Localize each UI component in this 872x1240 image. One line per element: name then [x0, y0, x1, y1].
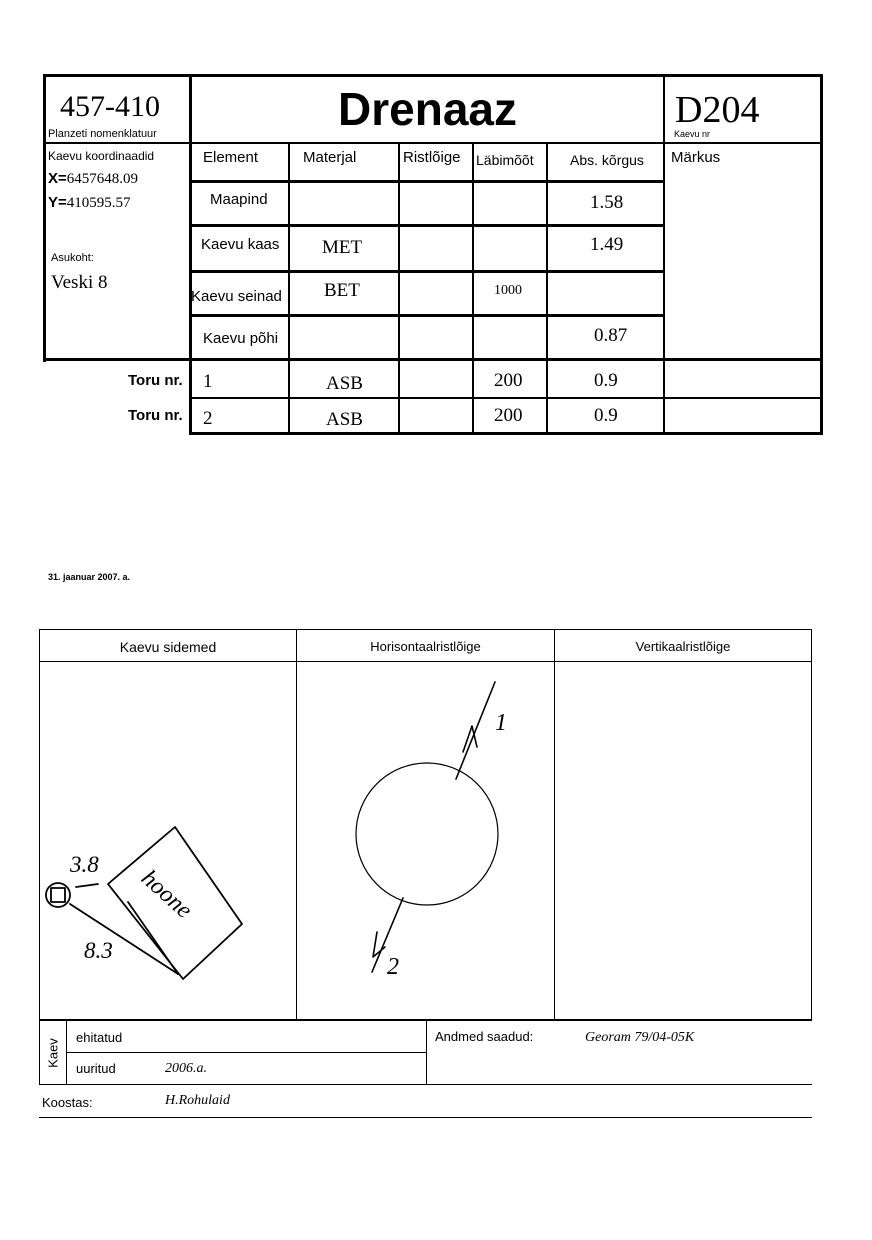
pipe-2-labimoot: 200	[494, 405, 523, 426]
row-seinad-materjal: BET	[324, 280, 360, 301]
kaevu-nr-label: Kaevu nr	[674, 129, 711, 139]
planzet-label: Planzeti nomenklatuur	[48, 128, 157, 140]
coords-label: Kaevu koordinaadid	[48, 149, 155, 163]
pipe-1-nr: 1	[203, 371, 213, 392]
row-maapind-element: Maapind	[210, 191, 268, 208]
pipe-2-materjal: ASB	[326, 409, 363, 430]
tie-line-top	[76, 884, 98, 887]
uuritud-label: uuritud	[76, 1061, 116, 1076]
planzet-number: 457-410	[60, 90, 160, 123]
header-labimoot: Läbimõõt	[476, 152, 534, 168]
sidemed-sketch	[40, 662, 296, 1019]
y-value: 410595.57	[66, 195, 131, 211]
building-label: hoone	[135, 865, 197, 924]
pipe-1-labimoot: 200	[494, 370, 523, 391]
koostas-label: Koostas:	[42, 1095, 93, 1110]
x-label: X=	[48, 170, 67, 187]
pipe-2-nr: 2	[203, 408, 213, 429]
header-materjal: Materjal	[303, 149, 357, 166]
x-coordinate	[48, 170, 138, 188]
well-symbol	[46, 883, 70, 907]
row-pohi-element: Kaevu põhi	[203, 330, 279, 347]
andmed-label: Andmed saadud:	[435, 1029, 534, 1044]
pipe-1-line	[456, 682, 495, 779]
pipe-2-label: Toru nr.	[128, 407, 183, 424]
pipe-1-materjal: ASB	[326, 373, 363, 394]
y-coordinate	[48, 194, 131, 212]
row-seinad-element: Kaevu seinad	[191, 288, 282, 305]
pipe-1-korgus: 0.9	[594, 370, 618, 391]
kaevu-nr: D204	[675, 89, 760, 131]
header-markus: Märkus	[671, 149, 721, 166]
row-kaas-element: Kaevu kaas	[201, 236, 280, 253]
asukoht-label: Asukoht:	[51, 252, 94, 264]
document-title: Drenaaz	[338, 83, 517, 135]
pipe-2-mark: 2	[387, 954, 399, 980]
row-seinad-labimoot: 1000	[494, 283, 522, 298]
document-date: 31. jaanuar 2007. a.	[48, 572, 131, 582]
koostas-value: H.Rohulaid	[165, 1093, 230, 1108]
header-element: Element	[203, 149, 259, 166]
andmed-value: Georam 79/04-05K	[585, 1030, 695, 1045]
row-kaas-materjal: MET	[322, 237, 363, 258]
row-maapind-korgus: 1.58	[590, 192, 624, 213]
pipe-1-label: Toru nr.	[128, 372, 183, 389]
panel-vertikaal-title: Vertikaalristlõige	[635, 639, 731, 654]
row-pohi-korgus: 0.87	[594, 325, 628, 346]
dist-bottom-text: 8.3	[84, 938, 113, 963]
horisontaal-sketch	[297, 662, 554, 1019]
asukoht-value: Veski 8	[51, 272, 108, 293]
ehitatud-label: ehitatud	[76, 1030, 123, 1045]
row-kaas-korgus: 1.49	[590, 234, 624, 255]
panel-sidemed-title: Kaevu sidemed	[119, 639, 217, 655]
header-korgus: Abs. kõrgus	[570, 152, 644, 168]
panel-horisontaal-title: Horisontaalristlõige	[370, 639, 481, 654]
header-ristloige: Ristlõige	[403, 149, 461, 166]
well-square	[51, 888, 65, 902]
kaev-vertical-label: Kaev	[45, 1038, 61, 1068]
y-label: Y=	[48, 194, 67, 211]
pipe-2-korgus: 0.9	[594, 405, 618, 426]
x-value: 6457648.09	[66, 171, 139, 187]
uuritud-value: 2006.a.	[165, 1061, 207, 1076]
pipe-1-mark: 1	[495, 710, 507, 736]
well-circle	[356, 763, 498, 905]
dist-top-text: 3.8	[70, 852, 99, 877]
